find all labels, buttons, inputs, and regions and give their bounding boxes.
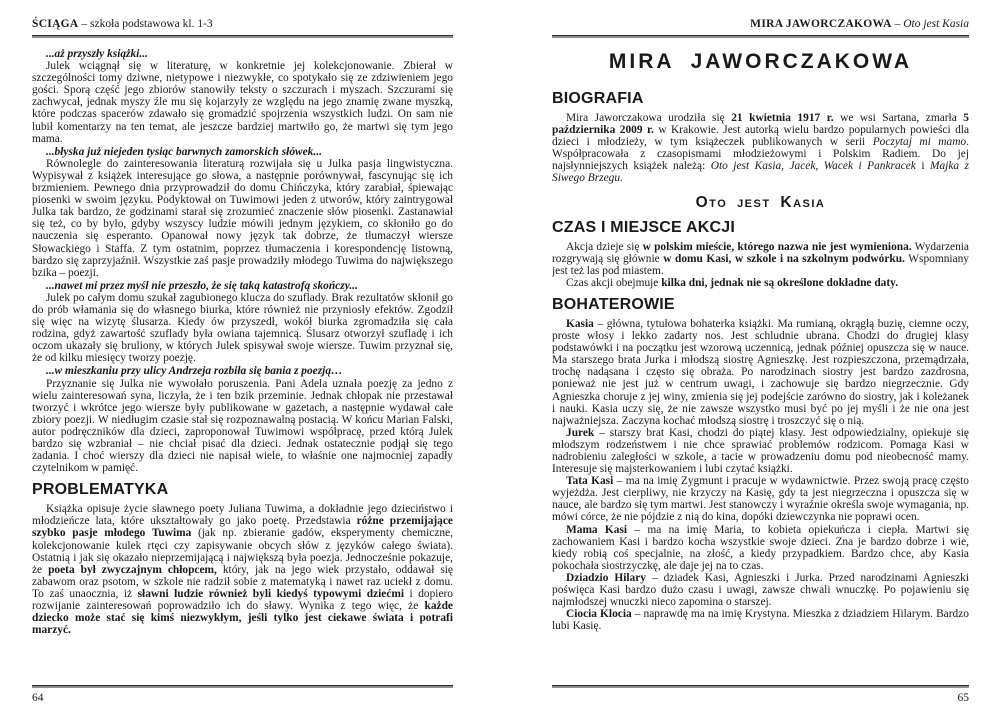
paragraph: [32, 158, 453, 279]
text-run: poeta był zwyczajnym chłopcem,: [48, 563, 217, 576]
text-run: kilka dni, jednak nie są określone dokładne daty.: [661, 276, 899, 289]
book-subtitle: Oto jest Kasia: [695, 193, 826, 211]
text-run: 21 kwietnia 1917 r.: [731, 112, 834, 124]
running-head-right: [552, 18, 969, 31]
page-right: [552, 18, 969, 710]
paragraph: [552, 427, 969, 475]
page-body-left: [32, 47, 453, 677]
text-run: – starszy brat Kasi, chodzi do piątej klasy. Jest odpowiedzialny, opiekuje się młodszym rodzeństwem i nie chce sprawiać problemów rodzicom. Pomaga Kasi w nadrobieniu zaległości w szkole, a tacie w prowadzeniu domu pod nieobecność mamy. Interesuje się majsterkowaniem i lubi czytać książki.: [552, 426, 969, 476]
text-run: Jurek: [566, 426, 595, 439]
paragraph: [552, 112, 969, 185]
section-heading: CZAS I MIEJSCE AKCJI: [552, 218, 735, 236]
running-head-separator: –: [891, 18, 904, 30]
running-head-left: [32, 18, 453, 31]
text-run: ...aż przyszły książki...: [46, 48, 148, 60]
page-number: 65: [957, 692, 969, 704]
section-heading: BIOGRAFIA: [552, 90, 644, 107]
text-run: i dopiero rozwijanie zainteresowań poprowadziło ich do sławy. Wynika z tego więc, że: [32, 587, 453, 613]
paragraph: [552, 241, 969, 277]
chapter-heading: [32, 48, 453, 60]
chapter-heading: [32, 280, 453, 292]
text-run: – dziadek Kasi, Agnieszki i Jurka. Przed narodzinami Agnieszki poświęca Kasi bardzo dużo czasu i uwagi, zawsze chwali wnuczkę. Po pojawieniu się najmłodszej wnuczki nieco zapomina o starszej.: [552, 571, 969, 609]
text-run: Przyznanie się Julka nie wywołało poruszenia. Pani Adela uznała poezję za jedno z wielu zainteresowań syna, liczyła, że i ten bzik przeminie. Jednak chłopak nie przestawał tworzyć i wkrótce jego wiersze były publikowane w gazetach, a następnie wydawał całe zbiory poezji. W niedługim czasie stał się rozpoznawalną postacią. W końcu Marian Falski, autor podręczników dla dzieci, zaproponował Tuwimowi współpracę, przed którą Julek bardzo się wzbraniał – nie chciał pisać dla dzieci. Jednak ostatecznie podjął się tego zadania. I choć wierszy dla dzieci nie napisał wiele, to właśnie one najmocniej zapadły czytelnikom w pamięć.: [32, 377, 453, 475]
text-run: każde dziecko może stać się kimś niezwykłym, jeśli tylko jest ciekawe świata i potrafi marzyć.: [32, 600, 453, 637]
footer-rule: [32, 685, 453, 688]
text-run: i: [915, 160, 930, 173]
section-heading: BOHATEROWIE: [552, 295, 675, 313]
text-run: . Współpracowała z czasopismami młodzieżowymi i Polskim Radiem. Do jej najsłynniejszych książek należą:: [552, 136, 969, 173]
text-run: (jak np. zbieranie gadów, eksperymenty chemiczne, kolekcjonowanie kulek rtęci czy zapisywanie obcych słów z języków całego świata). Ostatnią i jak się okazało nieprzemijającą i największą była poezja. Jednocześnie pokazuje, że: [32, 527, 453, 576]
text-run: Julek wciągnął się w literaturę, w konkretnie jej kolekcjonowanie. Zbierał w szczególności tomy dziwne, nietypowe i niezwykłe, co spotykało się ze zdziwieniem jego gości. Sporą część jego zbiorów stanowiły teksty o szczurach i myszach. Szczurami się zachwycał, jednak myszy źle mu się kojarzyły ze względu na jego znamię zwane myszką, które podczas spacerów zdawało się gromadzić spojrzenia wszystkich ludzi. On sam nie lubił komentarzy na ten temat, ale jeszcze bardziej martwiło go, że martwi się tym jego mama.: [32, 60, 453, 145]
running-head-book-title: ŚCIĄGA: [32, 18, 79, 30]
text-run: ...w mieszkaniu przy ulicy Andrzeja rozbiła się bania z poezją…: [46, 365, 343, 378]
paragraph: [32, 292, 453, 365]
text-run: Majka z Siwego Brzegu.: [552, 160, 969, 185]
text-run: Ciocia Klocia: [566, 608, 632, 621]
page-number: 64: [32, 692, 44, 704]
header-rule: [552, 35, 969, 38]
text-run: Czas akcji obejmuje: [566, 276, 662, 289]
text-run: – ma na imię Maria, to kobieta opiekuńcza i ciepła. Martwi się zachowaniem Kasi i bardzo kocha wszystkie swoje dzieci. Zna je bardzo dobrze i wie, kiedy robią coś specjalnie, na złość, a kiedy przypadkiem. Bardzo chce, aby Kasia pokochała siostrzyczkę, ale daje jej na to czas.: [552, 523, 969, 572]
paragraph: [552, 277, 969, 289]
text-run: Dziadzio Hilary: [566, 571, 646, 584]
paragraph: [552, 608, 969, 632]
text-run: różne przemijające szybko pasje młodego Tuwima: [32, 515, 453, 540]
running-head-author: MIRA JAWORCZAKOWA: [750, 18, 892, 30]
text-run: – ma na imię Zygmunt i pracuje w wydawnictwie. Przez swoją pracę często wyjeżdża. Jest cierpliwy, nie krzyczy na Kasię, gdy ta jest niegrzeczna i opuszcza się w nauce, ale bardzo się tym martwi. Jest stanowczy i wyraźnie określa swoje wymagania, np. mówi córce, że nie pójdzie z nią do kina, dopóki dziewczynka nie poprawi ocen.: [552, 475, 969, 524]
text-run: ...nawet mi przez myśl nie przeszło, że się taką katastrofą skończy...: [46, 279, 358, 292]
text-run: Tata Kasi: [566, 475, 614, 488]
text-run: 5 października 2009 r.: [552, 112, 969, 137]
footer-rule: [552, 685, 969, 688]
paragraph: [32, 60, 453, 145]
text-run: Julek po całym domu szukał zagubionego klucza do szuflady. Brak rezultatów skłonił go do prób włamania się do własnego biurka, które również nie przyniosły efektów. Zgodził się więc na wizytę ślusarza. Kiedy ów przyszedł, wokół biurka zgromadziła się cała rodzina, gdyż zawartość szuflady była owiana tajemnicą. Ślusarz otworzył szufladę i ich oczom ukazały się bruliony, w których Julek spisywał swoje wiersze. Tuwim przyznał się, że od kilku miesięcy tworzy poezję.: [32, 291, 453, 365]
text-run: we wsi Sartana, zmarła: [833, 112, 964, 124]
page-title: MIRA JAWORCZAKOWA: [608, 50, 913, 73]
running-head-subtitle: – szkoła podstawowa kl. 1-3: [78, 18, 213, 30]
text-run: Kasia: [566, 317, 594, 330]
paragraph: [552, 524, 969, 572]
page-body-right: [552, 83, 969, 709]
text-run: Mama Kasi: [566, 523, 628, 536]
text-run: w domu Kasi, w szkole i na szkolnym podwórku.: [663, 252, 905, 265]
paragraph: [32, 378, 453, 475]
text-run: Książka opisuje życie sławnego poety Juliana Tuwima, a dokładnie jego dzieciństwo i młodzieńcze lata, które ukształtowały go jako poetę. Przedstawia: [32, 503, 453, 528]
text-run: Wspomniany jest też las pod miastem.: [552, 252, 969, 277]
text-run: w Krakowie. Jest autorką wielu bardzo popularnych powieści dla dzieci i młodzieży, w tym książeczek publikowanych w serii: [552, 124, 969, 149]
running-head-book-title: Oto jest Kasia: [903, 18, 969, 30]
page-footer-left: [32, 681, 453, 704]
text-run: Poczytaj mi mamo: [872, 136, 967, 149]
text-run: Mira Jaworczakowa urodziła się: [566, 112, 732, 124]
text-run: który, jak na jego wiek przystało, oddawał się zabawom oraz psotom, w szkole nie radził sobie z matematyką i nawet raz uciekł z domu. To zaś unaocznia, iż: [32, 563, 453, 600]
paragraph: [552, 318, 969, 427]
page-left: [32, 18, 453, 710]
paragraph: [552, 572, 969, 608]
paragraph: [32, 503, 453, 636]
text-run: w polskim mieście, którego nazwa nie jest wymieniona.: [642, 240, 912, 253]
paragraph: [552, 475, 969, 523]
text-run: ...błyska już niejeden tysiąc barwnych zamorskich słówek...: [46, 145, 322, 158]
text-run: – naprawdę ma na imię Krystyna. Mieszka z dziadziem Hilarym. Bardzo lubi Kasię.: [552, 608, 969, 633]
chapter-heading: [32, 365, 453, 377]
section-heading: PROBLEMATYKA: [32, 481, 169, 499]
text-run: – główna, tytułowa bohaterka książki. Ma rumianą, okrągłą buzię, ciemne oczy, proste włosy i lekko zadarty nos. Jest schludnie ubrana. Chodzi do drugiej klasy podstawówki i na początku jest wzorową uczennicą, jednak później opuszcza się w nauce. Ma starszego brata Jurka i młodszą siostrę Agnieszkę. Jest rozpieszczona, przemądrzała, trochę nadąsana i często się obraża. Po narodzinach siostry jest bardzo zazdrosna, ponieważ nie jest już w centrum uwagi, i zachowuje się bardzo niegrzecznie. Gdy Agnieszka choruje z jej winy, zmienia się jej podejście zarówno do siostry, jak i koleżanek i nauki. Kasia uczy się, że nie zawsze wszystko musi być po jej myśli i że nie ona jest najważniejsza. Zaczyna kochać młodszą siostrę i troszczyć się o nią.: [552, 317, 969, 427]
text-run: sławni ludzie również byli kiedyś typowymi dziećmi: [137, 587, 405, 600]
text-run: Równolegle do zainteresowania literaturą rozwijała się u Julka pasja lingwistyczna. Wypisywał z książek interesujące go słowa, a następnie porównywał, fascynując się ich brzmieniem. Pewnego dnia przyprowadził do domu Chińczyka, który zarabiał, śpiewając piosenki w swoim języku. Podyktował on Tuwimowi jeden z utworów, który zaintrygował Julka tak bardzo, że godzinami starał się zrozumieć znaczenie słów piosenki. Zastanawiał się też, co by było, gdyby wszyscy ludzie mówili jednym językiem, co skłoniło go do nauczenia się esperanto. Opanował nowy język tak dobrze, że tłumaczył wiersze Słowackiego i Staffa. Z tym ostatnim, poprzez tłumaczenia i korespondencję listowną, bardzo się zaprzyjaźnił. Wszystkie zaś pasje prowadziły młodego Tuwima do największego bzika – poezji.: [32, 157, 453, 279]
text-run: Akcja dzieje się: [566, 240, 643, 253]
chapter-heading: [32, 146, 453, 158]
text-run: Wydarzenia rozgrywają się głównie: [552, 240, 969, 265]
text-run: Oto jest Kasia, Jacek, Wacek i Pankracek: [710, 160, 916, 173]
header-rule: [32, 35, 453, 38]
page-footer-right: [552, 681, 969, 704]
